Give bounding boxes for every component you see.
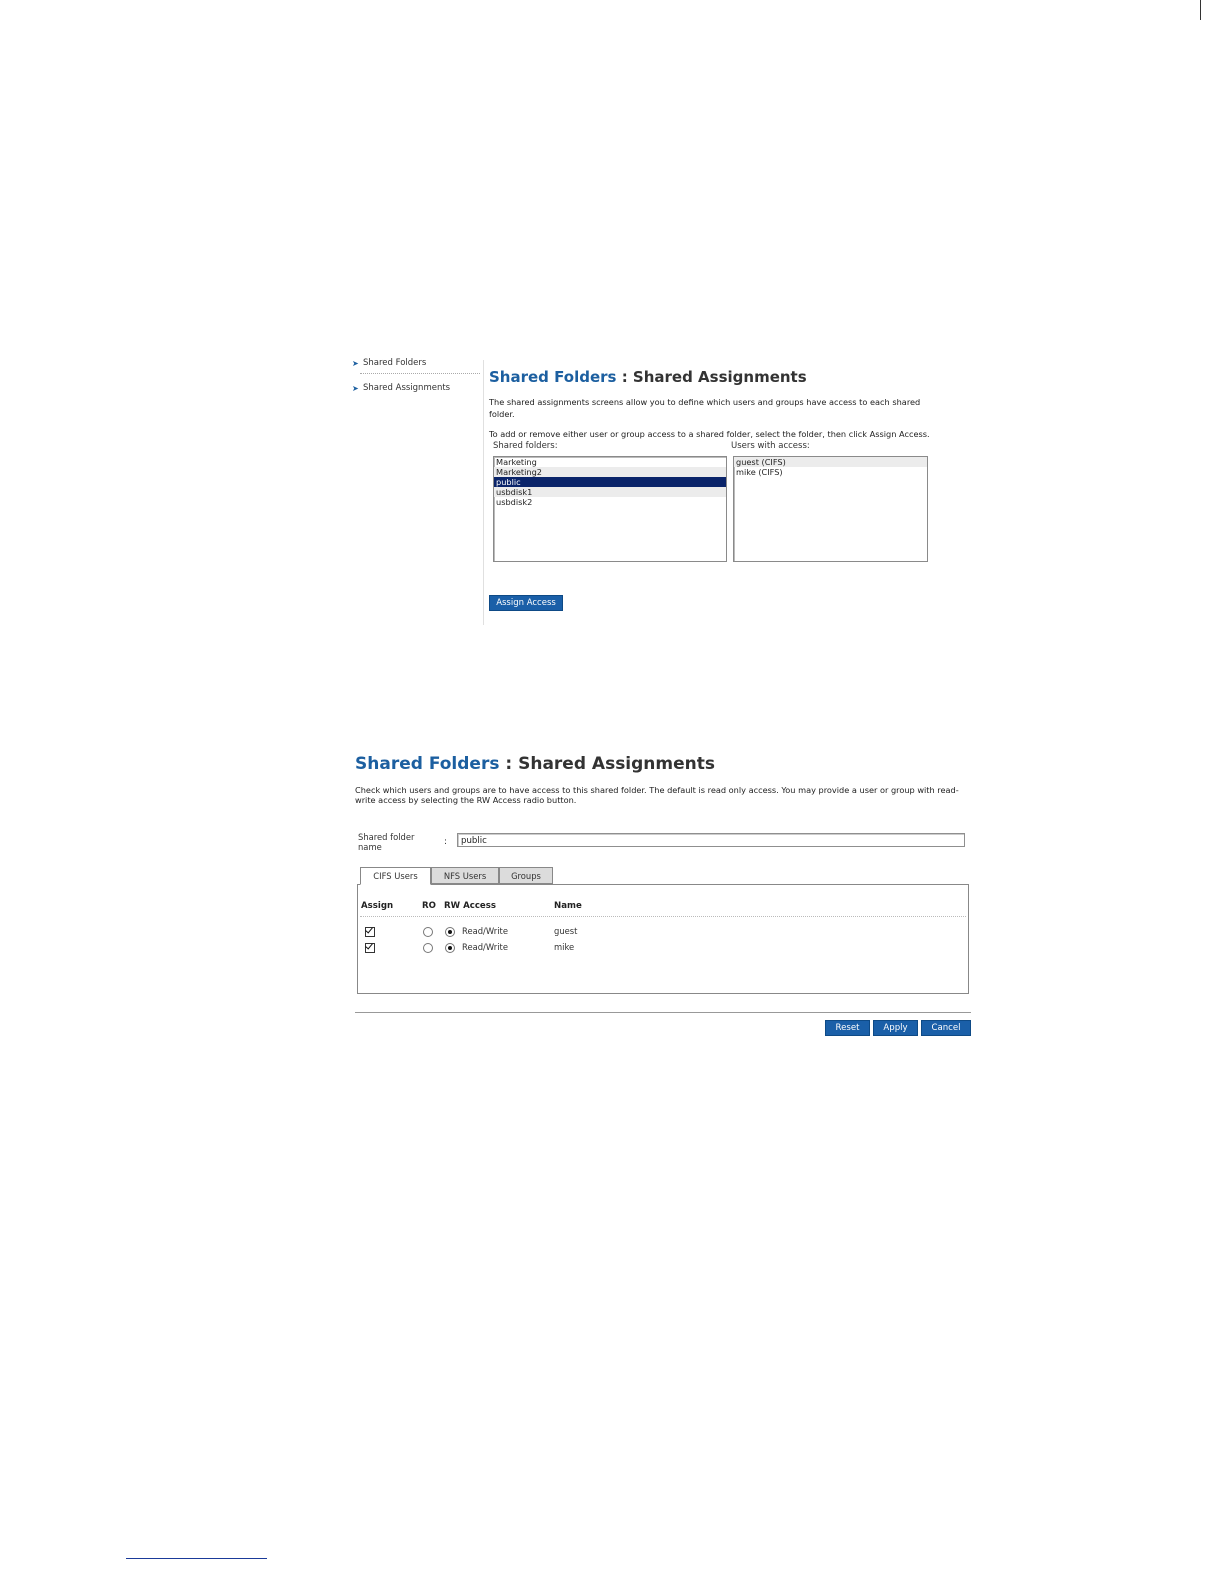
- tab-cifs-users[interactable]: CIFS Users: [360, 867, 431, 885]
- column-header-assign: Assign: [361, 901, 394, 911]
- shared-folder-name-input[interactable]: public: [457, 833, 965, 847]
- assign-access-button[interactable]: Assign Access: [489, 595, 563, 611]
- folder-item-usbdisk2[interactable]: usbdisk2: [496, 497, 533, 507]
- folder-item-marketing2[interactable]: Marketing2: [494, 467, 726, 477]
- title-separator: :: [616, 368, 633, 386]
- nav-item-label: Shared Assignments: [363, 383, 451, 393]
- folder-item-usbdisk1[interactable]: usbdisk1: [494, 487, 726, 497]
- users-with-access-label: Users with access:: [731, 441, 810, 451]
- user-item-mike[interactable]: mike (CIFS): [736, 467, 783, 477]
- assign-checkbox[interactable]: [365, 927, 375, 937]
- table-row: [358, 942, 968, 956]
- footer-divider: [355, 1012, 971, 1013]
- folder-item-public[interactable]: public: [494, 477, 726, 487]
- ro-radio[interactable]: [423, 927, 433, 937]
- column-header-ro: RO: [422, 901, 436, 911]
- arrow-icon: ➤: [352, 384, 359, 393]
- users-with-access-listbox[interactable]: [733, 456, 928, 562]
- rw-label: Read/Write: [462, 942, 508, 952]
- title-page: Shared Assignments: [518, 754, 715, 774]
- rw-radio[interactable]: [445, 943, 455, 953]
- cifs-users-panel: [357, 884, 969, 994]
- title-section: Shared Folders: [355, 754, 500, 774]
- page-edge-line: [1200, 0, 1201, 20]
- shared-folder-name-label: Shared folder name: [358, 832, 415, 852]
- title-page: Shared Assignments: [632, 368, 807, 386]
- description-2: To add or remove either user or group access to a shared folder, select the folder, then click Assign Access.: [489, 429, 930, 439]
- main-content: [489, 365, 944, 440]
- ro-radio[interactable]: [423, 943, 433, 953]
- folder-item-marketing[interactable]: Marketing: [496, 457, 537, 467]
- assign-checkbox[interactable]: [365, 943, 375, 953]
- nav-item-shared-folders[interactable]: [350, 355, 475, 379]
- header-divider: [360, 916, 966, 917]
- title-separator: :: [499, 754, 519, 774]
- user-item-guest[interactable]: guest (CIFS): [734, 457, 927, 467]
- nav-item-shared-assignments[interactable]: [350, 380, 475, 404]
- page-title: [355, 752, 975, 776]
- description: Check which users and groups are to have access to this shared folder. The default is read only access. You may provide a user or group with read-write access by selecting the RW Access radio button.: [355, 785, 959, 805]
- shared-folders-label: Shared folders:: [493, 441, 558, 451]
- tab-groups[interactable]: Groups: [499, 867, 553, 884]
- title-section: Shared Folders: [489, 368, 617, 386]
- description-1: The shared assignments screens allow you to define which users and groups have access to each shared folder.: [489, 397, 921, 419]
- apply-button[interactable]: Apply: [873, 1020, 918, 1036]
- vertical-divider: [483, 360, 484, 625]
- arrow-icon: ➤: [352, 359, 359, 368]
- table-row: [358, 926, 968, 940]
- shared-assignments-edit-screen: [355, 752, 975, 1042]
- field-colon: :: [444, 837, 448, 847]
- user-name: guest: [554, 926, 578, 936]
- reset-button[interactable]: Reset: [825, 1020, 870, 1036]
- page-title: [489, 365, 944, 389]
- shared-folders-listbox[interactable]: [493, 456, 727, 562]
- rw-radio[interactable]: [445, 927, 455, 937]
- rw-label: Read/Write: [462, 926, 508, 936]
- user-name: mike: [554, 942, 575, 952]
- column-header-rw-access: RW Access: [444, 901, 496, 911]
- nav-item-label: Shared Folders: [363, 358, 427, 368]
- side-navigation: [350, 355, 475, 404]
- tab-nfs-users[interactable]: NFS Users: [431, 867, 499, 884]
- shared-assignments-list-screen: [350, 355, 950, 625]
- footnote-rule: [126, 1558, 267, 1559]
- cancel-button[interactable]: Cancel: [921, 1020, 971, 1036]
- column-header-name: Name: [554, 901, 582, 911]
